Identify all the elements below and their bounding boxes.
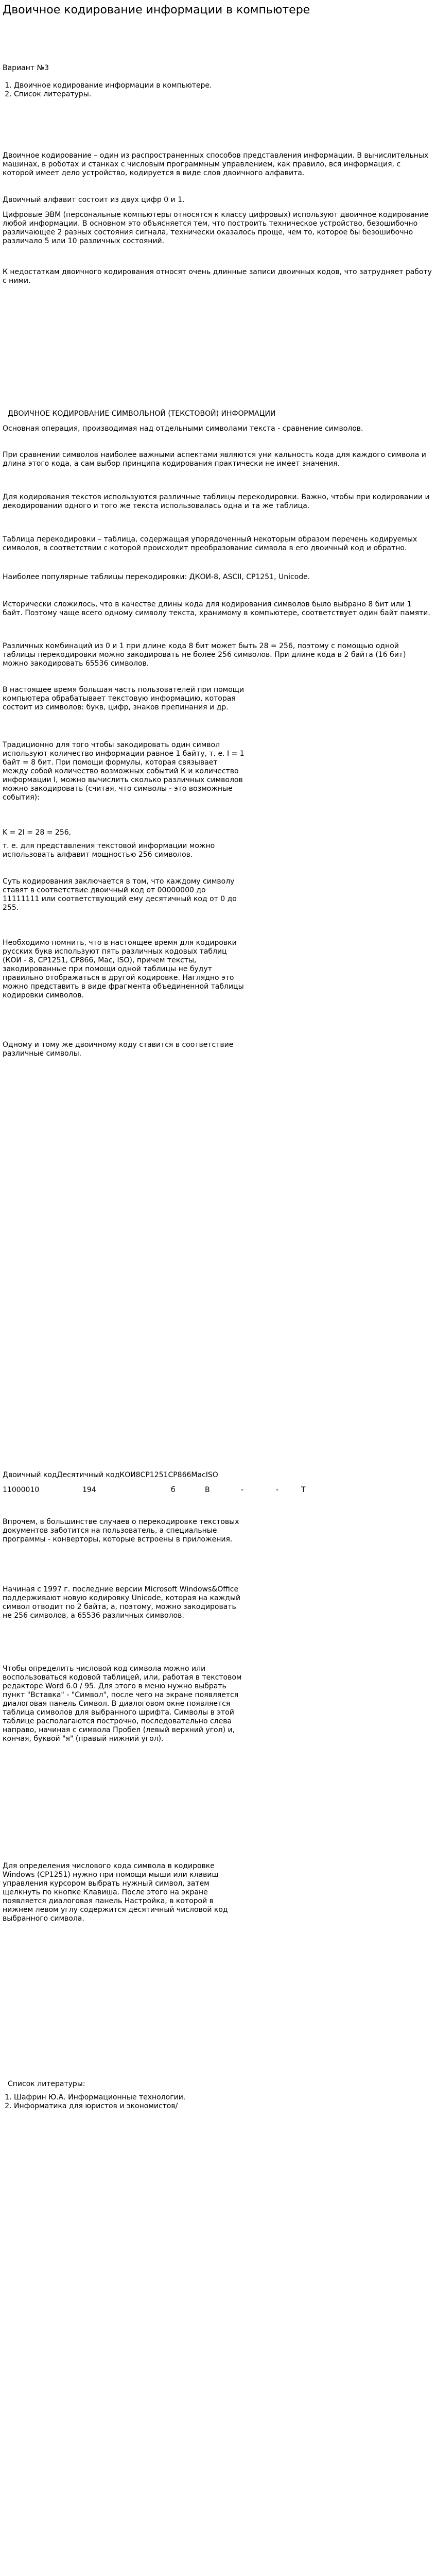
table-of-contents <box>3 81 212 99</box>
table-header-cell: Двоичный код <box>3 1471 57 1479</box>
formula: K = 2I = 28 = 256, <box>3 828 72 837</box>
table-cell: - <box>276 1486 279 1494</box>
table-header-cell: ISO <box>205 1471 218 1479</box>
section-paragraph: Одному и тому же двоичному коду ставится в соответствие различные символы. <box>3 1041 234 1058</box>
table-header-cell: КОИ8 <box>119 1471 141 1479</box>
encoding-table-header <box>3 1471 218 1480</box>
table-cell: 11000010 <box>3 1486 40 1494</box>
references-list <box>3 2093 185 2111</box>
section-paragraph: Начиная с 1997 г. последние версии Microsoft Windows&Office поддерживают новую кодировку Unicode, которая на каждый символ отводит по 2 байта, а, поэтому, можно закодировать не 256 символов, а 65536 различных символов. <box>3 1585 241 1620</box>
section-paragraph: В настоящее время большая часть пользователей при помощи компьютера обрабатывает текстовую информацию, которая состоит из символов: букв, цифр, знаков препинания и др. <box>3 686 245 711</box>
section-paragraph: Необходимо помнить, что в настоящее время для кодировки русских букв используют пять различных кодовых таблиц (КОИ - 8, CP1251, CP866, Mac, ISO), причем тексты, закодированные при помощи одной таблицы не будут правильно отображаться в другой кодировке. Наглядно это можно представить в виде фрагмента объединенной таблицы кодировки символов. <box>3 939 244 999</box>
table-cell: - <box>241 1486 244 1494</box>
reference-item: 1. Шафрин Ю.А. Информационные технологии. <box>14 2093 185 2102</box>
section-paragraph: Впрочем, в большинстве случаев о перекодировке текстовых документов заботится на пользователь, а специальные программы - конверторы, которые встроены в приложения. <box>3 1518 239 1544</box>
section-paragraph: т. е. для представления текстовой информации можно использовать алфавит мощностью 256 символов. <box>3 842 215 859</box>
reference-item: 2. Информатика для юристов и экономистов/ <box>14 2102 185 2111</box>
table-cell: б <box>171 1486 176 1494</box>
section-paragraph: При сравнении символов наиболее важными аспектами являются уни кальность кода для каждого символа и длина этого кода, а сам выбор принципа кодирования практически не имеет значения. <box>3 451 426 468</box>
intro-paragraph: Двоичное кодирование – один из распространенных способов представления информации. В вычислительных машинах, в роботах и станках с числовым программным управлением, как правило, вся информация, с которой имеет дело устройство, кодируется в виде слов двоичного алфавита. <box>3 151 429 177</box>
section-paragraph: Различных комбинаций из 0 и 1 при длине кода 8 бит может быть 28 = 256, поэтому с помощью одной таблицы перекодировки можно закодировать не более 256 символов. При длине кода в 2 байта (16 бит) можно закодировать 65536 символов. <box>3 642 406 668</box>
table-header-cell: Десятичный код <box>57 1471 120 1479</box>
references-heading: Список литературы: <box>8 2080 85 2088</box>
intro-paragraph: Двоичный алфавит состоит из двух цифр 0 и 1. <box>3 196 185 204</box>
intro-paragraph: К недостаткам двоичного кодирования относят очень длинные записи двоичных кодов, что затрудняет работу с ними. <box>3 268 432 285</box>
section-paragraph: Основная операция, производимая над отдельными символами текста - сравнение символов. <box>3 425 363 433</box>
toc-item: 1. Двоичное кодирование информации в компьютере. <box>14 81 212 90</box>
document-title: Двоичное кодирование информации в компьютере <box>3 4 310 16</box>
section-paragraph: Исторически сложилось, что в качестве длины кода для кодирования символов было выбрано 8 бит или 1 байт. Поэтому чаще всего одному символу текста, хранимому в компьютере, соответствует один байт памяти. <box>3 600 430 617</box>
table-cell: Т <box>301 1486 306 1494</box>
table-header-cell: Mac <box>191 1471 206 1479</box>
section-paragraph: Чтобы определить числовой код символа можно или воспользоваться кодовой таблицей, или, работая в текстовом редакторе Word 6.0 / 95. Для этого в меню нужно выбрать пункт "Вставка" - "Символ", после чего на экране появляется диалоговая панель Символ. В диалоговом окне появляется таблица символов для выбранного шрифта. Символы в этой таблице располагаются построчно, последовательно слева направо, начиная с символа Пробел (левый верхний угол) и, кончая, буквой "я" (правый нижний угол). <box>3 1665 242 1743</box>
section-paragraph: Традиционно для того чтобы закодировать один символ используют количество информации равное 1 байту, т. е. I = 1 байт = 8 бит. При помощи формулы, которая связывает между собой количество возможных событий К и количество информации I, можно вычислить сколько различных символов можно закодировать (считая, что символы - это возможные события): <box>3 741 245 802</box>
table-cell: В <box>205 1486 210 1494</box>
table-header-cell: CP866 <box>168 1471 191 1479</box>
section-paragraph: Для кодирования текстов используются различные таблицы перекодировки. Важно, чтобы при кодировании и декодировании одного и того же текста использовалась одна и та же таблица. <box>3 493 430 510</box>
variant-label: Вариант №3 <box>3 64 49 72</box>
section-paragraph: Для определения числового кода символа в кодировке Windows (CP1251) нужно при помощи мыши или клавиш управления курсором выбрать нужный символ, затем щелкнуть по кнопке Клавиша. После этого на экране появляется диалоговая панель Настройка, в которой в нижнем левом углу содержится десятичный числовой код выбранного символа. <box>3 1862 228 1923</box>
section-paragraph: Наиболее популярные таблицы перекодировки: ДКОИ-8, ASCII, CP1251, Unicode. <box>3 573 310 581</box>
section-heading: ДВОИЧНОЕ КОДИРОВАНИЕ СИМВОЛЬНОЙ (ТЕКСТОВОЙ) ИНФОРМАЦИИ <box>8 410 276 418</box>
section-paragraph: Суть кодирования заключается в том, что каждому символу ставят в соответствие двоичный код от 00000000 до 11111111 или соответствующий ему десятичный код от 0 до 255. <box>3 877 237 912</box>
intro-paragraph: Цифровые ЭВМ (персональные компьютеры относятся к классу цифровых) используют двоичное кодирование любой информации. В основном это объясняется тем, что построить техническое устройство, безошибочно различающее 2 разных состояния сигнала, технически оказалось проще, чем то, которое бы безошибочно различало 5 или 10 различных состояний. <box>3 211 429 245</box>
table-header-cell: CP1251 <box>140 1471 168 1479</box>
table-cell: 194 <box>82 1486 96 1494</box>
section-paragraph: Таблица перекодировки – таблица, содержащая упорядоченный некоторым образом перечень кодируемых символов, в соответствии с которой происходит преобразование символа в его двоичный код и обратно. <box>3 535 417 552</box>
toc-item: 2. Список литературы. <box>14 90 212 99</box>
